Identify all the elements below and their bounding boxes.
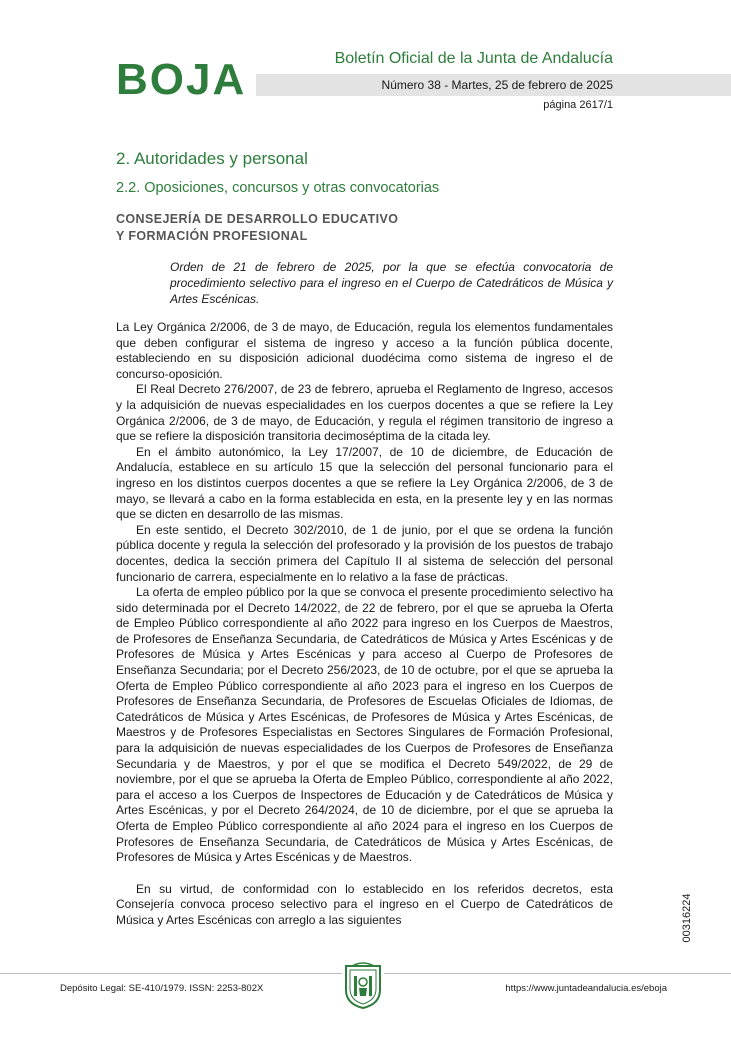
- subsection-title: 2.2. Oposiciones, concursos y otras convocatorias: [116, 180, 440, 196]
- paragraph-2: El Real Decreto 276/2007, de 23 de febrero, aprueba el Reglamento de Ingreso, accesos y la adquisición de nuevas especialidades en los cuerpos docentes a que se refiere la Ley Orgánica 2/2006, de 3 de mayo, de Educación, y regula el régimen transitorio de ingreso a que se refiere la disposición transitoria decimoséptima de la citada ley.: [116, 382, 613, 444]
- issue-line: Número 38 - Martes, 25 de febrero de 2025: [381, 78, 613, 92]
- ministry-heading: [116, 211, 398, 245]
- body-text: [116, 320, 613, 929]
- bulletin-title: Boletín Oficial de la Junta de Andalucía: [334, 50, 613, 67]
- order-title: Orden de 21 de febrero de 2025, por la que se efectúa convocatoria de procedimiento selectivo para el ingreso en el Cuerpo de Catedráticos de Música y Artes Escénicas.: [170, 260, 613, 306]
- footer-url-link[interactable]: https://www.juntadeandalucia.es/eboja: [505, 983, 667, 994]
- paragraph-1: La Ley Orgánica 2/2006, de 3 de mayo, de Educación, regula los elementos fundamentales que deben configurar el sistema de ingreso y acceso a la función pública docente, estableciendo en su disposición adicional duodécima como sistema de ingreso el de concurso-oposición.: [116, 320, 613, 381]
- legal-deposit: Depósito Legal: SE-410/1979. ISSN: 2253-802X: [60, 983, 264, 994]
- page-number: página 2617/1: [543, 99, 613, 111]
- boja-logo: BOJA: [116, 55, 247, 104]
- ministry-line-2: Y FORMACIÓN PROFESIONAL: [116, 229, 308, 243]
- junta-andalucia-crest-icon: [342, 962, 384, 1010]
- document-code-text: 00316224: [681, 893, 693, 943]
- section-title: 2. Autoridades y personal: [116, 149, 308, 168]
- ministry-line-1: CONSEJERÍA DE DESARROLLO EDUCATIVO: [116, 212, 399, 226]
- document-code: [672, 886, 702, 950]
- paragraph-6: En su virtud, de conformidad con lo establecido en los referidos decretos, esta Consejería convoca proceso selectivo para el ingreso en el Cuerpo de Catedráticos de Música y Artes Escénicas con arreglo a las siguientes: [116, 881, 613, 927]
- paragraph-4: En este sentido, el Decreto 302/2010, de 1 de junio, por el que se ordena la función pública docente y regula la selección del profesorado y la provisión de los puestos de trabajo docentes, dedica la sección primera del Capítulo II al sistema de selección del personal funcionario de carrera, especialmente en lo relativo a la fase de prácticas.: [116, 522, 613, 584]
- paragraph-5: La oferta de empleo público por la que se convoca el presente procedimiento selectivo ha sido determinada por el Decreto 14/2022, de 22 de febrero, por el que se aprueba la Oferta de Empleo Público correspondiente al año 2022 para ingreso en los Cuerpos de Maestros, de Profesores de Enseñanza Secundaria, de Catedráticos de Música y Artes Escénicas y de Profesores de Música y Artes Escénicas y para acceso al Cuerpo de Profesores de Enseñanza Secundaria; por el Decreto 256/2023, de 10 de octubre, por el que se aprueba la Oferta de Empleo Público correspondiente al año 2023 para el ingreso en los Cuerpos de Profesores de Enseñanza Secundaria, de Profesores de Escuelas Oficiales de Idiomas, de Catedráticos de Música y Artes Escénicas, de Profesores de Música y Artes Escénicas, de Maestros y de Profesores Especialistas en Sectores Singulares de Formación Profesional, para la adquisición de nuevas especialidades de los Cuerpos de Profesores de Enseñanza Secundaria y de Maestros, y por el que se modifica el Decreto 549/2022, de 29 de noviembre, por el que se aprueba la Oferta de Empleo Público, correspondiente al año 2022, para el acceso a los Cuerpos de Inspectores de Educación y de Catedráticos de Música y Artes Escénicas, y por el Decreto 264/2024, de 10 de diciembre, por el que se aprueba la Oferta de Empleo Público correspondiente al año 2024 para el ingreso en los Cuerpos de Profesores de Enseñanza Secundaria, de Catedráticos de Música y Artes Escénicas, de Profesores de Música y Artes Escénicas y de Maestros.: [116, 585, 613, 865]
- paragraph-3: En el ámbito autonómico, la Ley 17/2007, de 10 de diciembre, de Educación de Andalucía, establece en su artículo 15 que la selección del personal funcionario para el ingreso en los distintos cuerpos docentes a que se refiere la Ley Orgánica 2/2006, de 3 de mayo, se llevará a cabo en la forma establecida en esta, en la presente ley y en las normas que se dicten en desarrollo de las mismas.: [116, 444, 613, 522]
